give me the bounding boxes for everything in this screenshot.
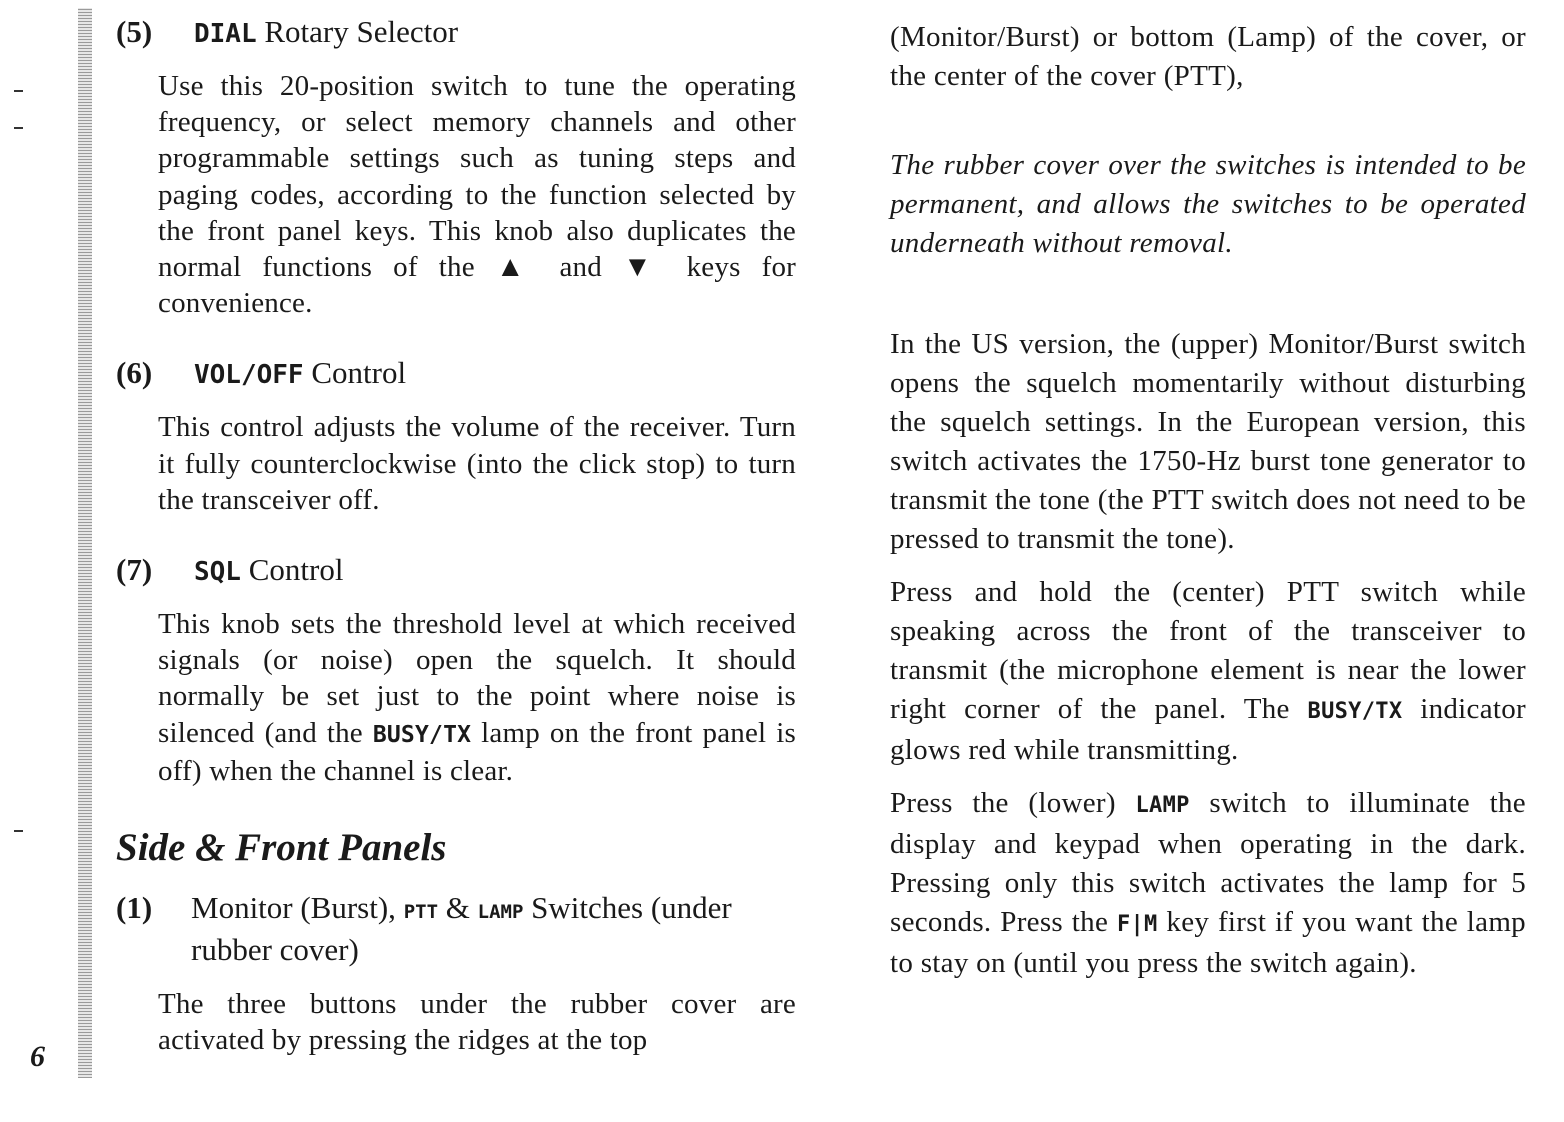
key-label-lamp: LAMP [1135,793,1190,818]
key-label-sql: SQL [194,557,241,588]
sql-description [158,606,796,789]
sql-text-a: This knob sets the threshold level at which received signals (or noise) open the squelch. It should normally be set just to the point where noise is silenced (and the [158,608,796,749]
lamp-text-b: switch to illuminate the display and keypad when operating in the dark. Pressing only this switch activates the lamp for 5 seconds. Press the [890,787,1526,938]
item-number: (1) [116,890,153,926]
heading-text: Rotary Selector [264,14,459,49]
key-label-lamp: LAMP [477,901,524,924]
key-label-dial: DIAL [194,19,257,49]
margin-tick [14,127,23,129]
heading-sql [116,552,796,590]
ptt-switch-paragraph [890,573,1526,770]
down-arrow-icon: ▼ [623,251,666,284]
heading-dial [116,14,796,52]
key-label-busy-tx: BUSY/TX [1307,699,1403,724]
item-number: (5) [116,14,153,49]
switches-title-a: Monitor (Burst), [191,890,396,926]
item-number: (7) [116,552,153,588]
switches-title [191,889,796,968]
rubber-cover-note: The rubber cover over the switches is intended to be permanent, and allows the switches to be operated underneath without removal. [890,149,1526,259]
binding-edge [78,8,92,1078]
monitor-switch-paragraph: In the US version, the (upper) Monitor/Burst switch opens the squelch momentarily without disturbing the squelch settings. In the European version, this switch activates the 1750-Hz burst tone generator to transmit the tone (the PTT switch does not need to be pressed to transmit the tone). [890,328,1526,555]
section-heading: Side & Front Panels [116,826,447,870]
sql-text-b: lamp on the front panel is off) when the channel is clear. [158,716,796,787]
and-word: and [559,251,602,284]
left-column [116,14,796,1058]
lamp-text-c: key first if you want the lamp to stay on (until you press the switch again). [890,906,1526,979]
switches-title-b: Switches (under rubber cover) [191,890,732,968]
page-number: 6 [30,1040,45,1073]
margin-tick [14,830,23,832]
vol-description: This control adjusts the volume of the receiver. Turn it fully counterclockwise (into the click stop) to turn the transceiver off. [158,411,796,516]
key-label-busy-tx: BUSY/TX [372,721,472,748]
heading-vol-off [116,355,796,393]
ptt-text-a: Press and hold the (center) PTT switch while speaking across the front of the transceiver to transmit (the microphone element is near the lower right corner of the panel. The [890,576,1526,725]
ampersand: & [445,890,470,926]
key-label-vol-off: VOL/OFF [194,360,304,391]
dial-text-a: Use this 20-position switch to tune the operating frequency, or select memory channels and other programmable settings such as tuning steps and paging codes, according to the function selected by the front panel keys. This knob also duplicates the normal functions of the [158,70,796,284]
heading-text: Control [311,355,407,391]
key-label-ptt: PTT [403,901,439,924]
lamp-switch-paragraph [890,784,1526,983]
right-column [890,18,1526,983]
item-number: (6) [116,355,153,391]
heading-text: Control [248,552,344,588]
switches-continuation: (Monitor/Burst) or bottom (Lamp) of the cover, or the center of the cover (PTT), [890,21,1526,92]
switches-description: The three buttons under the rubber cover are activated by pressing the ridges at the top [158,988,796,1057]
key-label-f-m: F|M [1116,912,1158,937]
dial-description [158,68,796,321]
ptt-text-b: indicator glows red while transmitting. [890,693,1526,766]
heading-switches [116,889,796,968]
lamp-text-a: Press the (lower) [890,787,1116,819]
margin-tick [14,90,23,92]
dial-text-b: keys for convenience. [158,251,797,320]
up-arrow-icon: ▲ [495,251,539,284]
